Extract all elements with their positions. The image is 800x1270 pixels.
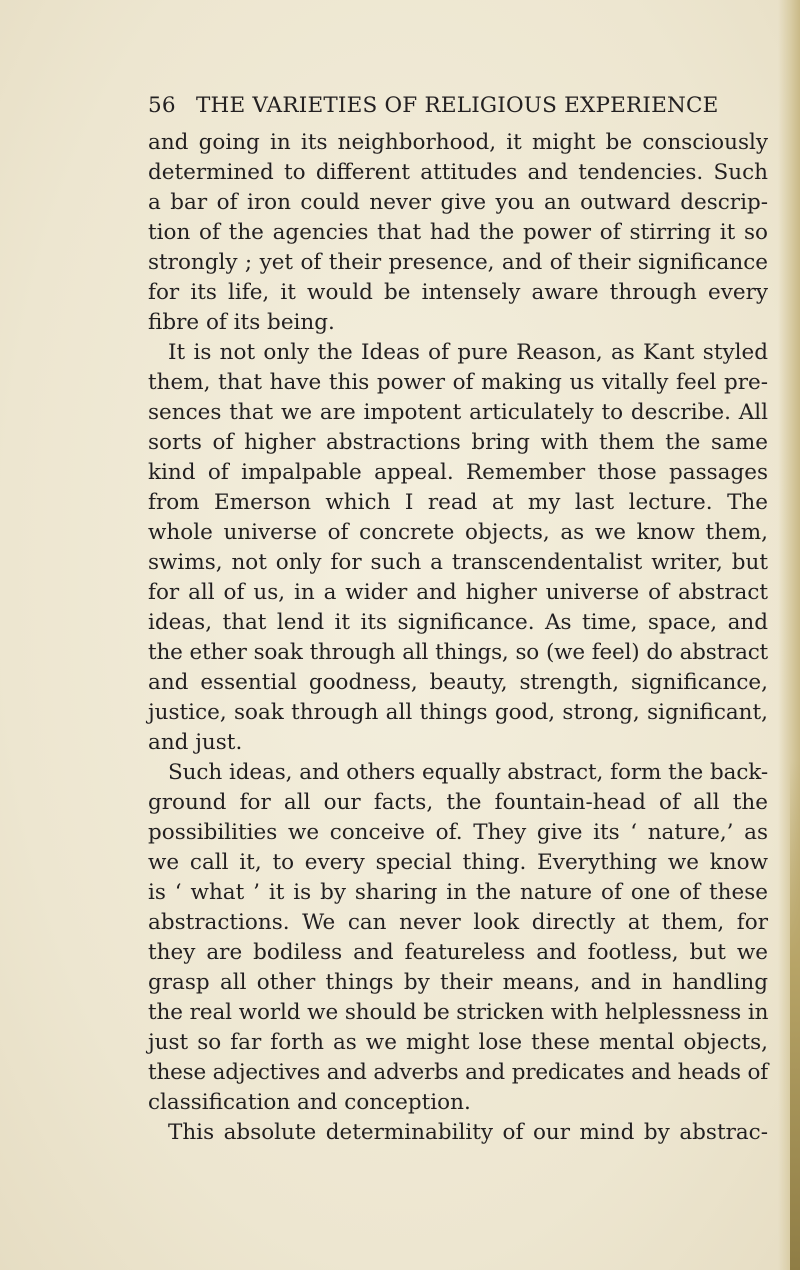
text-line: possibilities we conceive of. They give its ‘ nature,’ as — [148, 820, 768, 845]
text-line: they are bodiless and featureless and footless, but we — [148, 940, 768, 965]
text-line: It is not only the Ideas of pure Reason, as Kant styled — [168, 340, 768, 365]
text-line: a bar of iron could never give you an outward descrip- — [148, 190, 768, 215]
text-line: fibre of its being. — [148, 310, 335, 335]
text-line: sorts of higher abstractions bring with them the same — [148, 430, 768, 455]
text-line: the ether soak through all things, so (we feel) do abstract — [148, 640, 768, 665]
running-header — [148, 93, 768, 127]
text-line: determined to different attitudes and tendencies. Such — [148, 160, 768, 185]
text-line: tion of the agencies that had the power of stirring it so — [148, 220, 768, 245]
text-line: whole universe of concrete objects, as we know them, — [148, 520, 768, 545]
text-line: them, that have this power of making us vitally feel pre- — [148, 370, 768, 395]
text-line: ground for all our facts, the fountain-head of all the — [148, 790, 768, 815]
running-title: THE VARIETIES OF RELIGIOUS EXPERIENCE — [196, 93, 719, 118]
text-line: classification and conception. — [148, 1090, 471, 1115]
text-line: and just. — [148, 730, 243, 755]
text-line: just so far forth as we might lose these mental objects, — [148, 1030, 768, 1055]
body-text — [148, 128, 768, 1148]
text-line: for its life, it would be intensely aware through every — [148, 280, 768, 305]
text-line: ideas, that lend it its significance. As time, space, and — [148, 610, 768, 635]
text-line: we call it, to every special thing. Everything we know — [148, 850, 768, 875]
text-line: from Emerson which I read at my last lecture. The — [148, 490, 768, 515]
text-line: Such ideas, and others equally abstract, form the back- — [168, 760, 768, 785]
text-line: and essential goodness, beauty, strength, significance, — [148, 670, 768, 695]
text-line: and going in its neighborhood, it might be consciously — [148, 130, 768, 155]
text-line: grasp all other things by their means, and in handling — [148, 970, 768, 995]
page-number: 56 — [148, 93, 176, 118]
text-line: is ‘ what ’ it is by sharing in the nature of one of these — [148, 880, 768, 905]
text-line: these adjectives and adverbs and predicates and heads of — [148, 1060, 768, 1085]
text-line: abstractions. We can never look directly at them, for — [148, 910, 768, 935]
text-line: the real world we should be stricken with helplessness in — [148, 1000, 769, 1025]
text-line: justice, soak through all things good, strong, significant, — [148, 700, 768, 725]
text-line: sences that we are impotent articulately to describe. All — [148, 400, 768, 425]
text-line: strongly ; yet of their presence, and of their significance — [148, 250, 768, 275]
page-edge-stain — [790, 760, 800, 1270]
text-line: swims, not only for such a transcendentalist writer, but — [148, 550, 768, 575]
text-line: for all of us, in a wider and higher universe of abstract — [148, 580, 768, 605]
text-line: kind of impalpable appeal. Remember those passages — [148, 460, 768, 485]
text-line: This absolute determinability of our mind by abstrac- — [168, 1120, 768, 1145]
